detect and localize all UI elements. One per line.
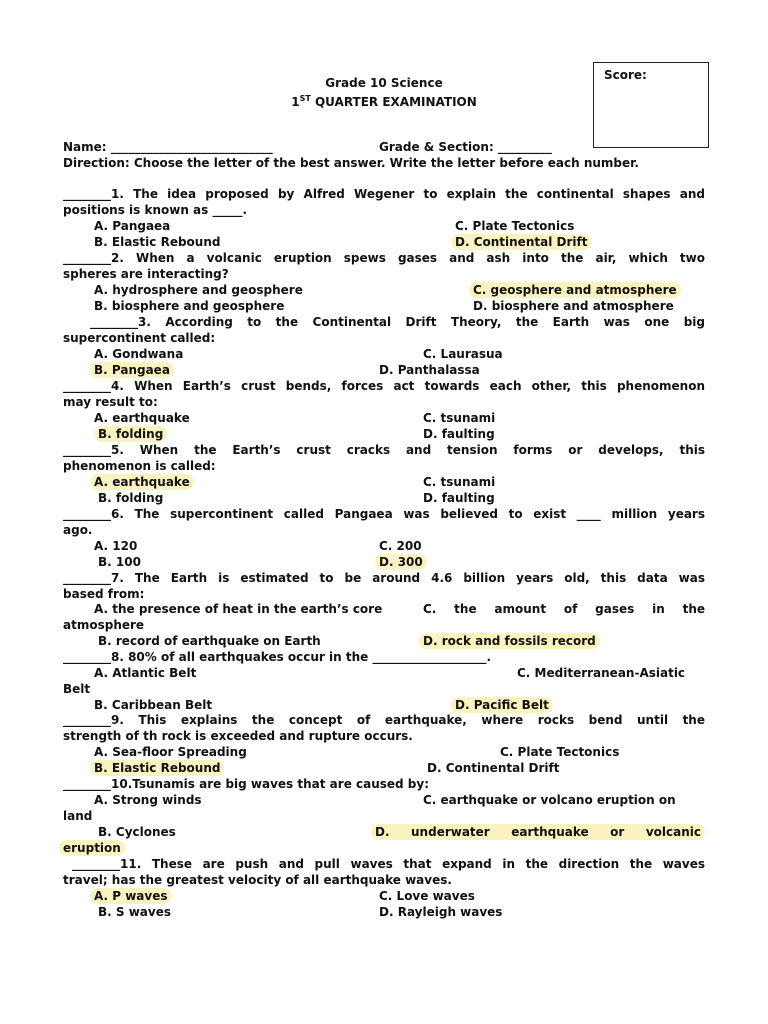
exam-subtitle	[0, 91, 768, 110]
question-11-text-cont: travel; has the greatest velocity of all earthquake waves.	[63, 873, 452, 887]
question-1-text-cont: positions is known as _____.	[63, 203, 248, 217]
q10-option-c-wrap: land	[63, 809, 93, 823]
q2-option-d: D. biosphere and atmosphere	[473, 299, 674, 313]
question-3-text: ________3. According to the Continental Drift Theory, the Earth was one big	[90, 315, 705, 329]
q9-option-d: D. Continental Drift	[427, 761, 560, 775]
q10-option-d-wrap: eruption	[59, 840, 125, 856]
question-11-text: ________11. These are push and pull waves that expand in the direction the waves	[72, 857, 705, 871]
q8-option-b: B. Caribbean Belt	[94, 698, 213, 712]
q3-option-b-highlighted: B. Pangaea	[90, 362, 174, 378]
q4-option-d: D. faulting	[423, 427, 495, 441]
exam-superscript: ST	[299, 94, 311, 103]
exam-title: Grade 10 Science	[325, 76, 443, 90]
question-9-text-cont: strength of th rock is exceeded and rupture occurs.	[63, 729, 413, 743]
q11-option-b: B. S waves	[98, 905, 171, 919]
q10-option-d-highlighted: D. underwater earthquake or volcanic	[371, 824, 705, 840]
q1-option-b: B. Elastic Rebound	[94, 235, 221, 249]
q9-option-a: A. Sea-floor Spreading	[94, 745, 247, 759]
question-6-text-cont: ago.	[63, 523, 93, 537]
question-3-text-cont: supercontinent called:	[63, 331, 216, 345]
question-7-text-cont: based from:	[63, 587, 145, 601]
question-7-text: ________7. The Earth is estimated to be around 4.6 billion years old, this data was	[63, 571, 705, 585]
q4-option-b-highlighted: B. folding	[94, 426, 167, 442]
q5-option-c: C. tsunami	[423, 475, 496, 489]
q2-option-a: A. hydrosphere and geosphere	[94, 283, 303, 297]
q7-option-a: A. the presence of heat in the earth’s core	[94, 602, 383, 616]
q3-option-a: A. Gondwana	[94, 347, 184, 361]
question-5-text-cont: phenomenon is called:	[63, 459, 216, 473]
name-field: Name: ___________________________	[63, 140, 273, 154]
q6-option-b: B. 100	[98, 555, 141, 569]
q4-option-a: A. earthquake	[94, 411, 190, 425]
q8-option-a: A. Atlantic Belt	[94, 666, 197, 680]
q8-option-c-wrap: Belt	[63, 682, 91, 696]
exam-subtitle-text: QUARTER EXAMINATION	[310, 95, 477, 109]
q8-option-c: C. Mediterranean-Asiatic	[517, 666, 686, 680]
q5-option-d: D. faulting	[423, 491, 495, 505]
q3-option-d: D. Panthalassa	[379, 363, 480, 377]
question-10-text: ________10.Tsunamis are big waves that are caused by:	[63, 777, 430, 791]
q4-option-c: C. tsunami	[423, 411, 496, 425]
q7-option-b: B. record of earthquake on Earth	[98, 634, 321, 648]
q10-option-a: A. Strong winds	[94, 793, 202, 807]
question-4-text: ________4. When Earth’s crust bends, forces act towards each other, this phenomenon	[63, 379, 705, 393]
question-8-text: ________8. 80% of all earthquakes occur in the ___________________.	[63, 650, 492, 664]
grade-section-field: Grade & Section: _________	[379, 140, 552, 154]
q9-option-b-highlighted: B. Elastic Rebound	[90, 760, 224, 776]
score-label: Score:	[604, 68, 647, 82]
question-1-text: ________1. The idea proposed by Alfred Wegener to explain the continental shapes and	[63, 187, 705, 201]
question-2-text: ________2. When a volcanic eruption spews gases and ash into the air, which two	[63, 251, 705, 265]
q1-option-c: C. Plate Tectonics	[455, 219, 575, 233]
q6-option-a: A. 120	[94, 539, 138, 553]
q9-option-c: C. Plate Tectonics	[500, 745, 620, 759]
q2-option-c-highlighted: C. geosphere and atmosphere	[469, 282, 681, 298]
q3-option-c: C. Laurasua	[423, 347, 503, 361]
q2-option-b: B. biosphere and geosphere	[94, 299, 285, 313]
q8-option-d-highlighted: D. Pacific Belt	[451, 697, 553, 713]
exam-number: 1	[291, 95, 300, 109]
q5-option-b: B. folding	[98, 491, 164, 505]
q11-option-a-highlighted: A. P waves	[90, 888, 172, 904]
q1-option-a: A. Pangaea	[94, 219, 171, 233]
q10-option-c: C. earthquake or volcano eruption on	[423, 793, 676, 807]
q7-option-c-wrap: atmosphere	[63, 618, 145, 632]
q7-option-d-highlighted: D. rock and fossils record	[419, 633, 600, 649]
direction-text: Direction: Choose the letter of the best answer. Write the letter before each number.	[63, 156, 639, 170]
question-6-text: ________6. The supercontinent called Pangaea was believed to exist ____ million years	[63, 507, 705, 521]
q5-option-a-highlighted: A. earthquake	[90, 474, 194, 490]
question-9-text: ________9. This explains the concept of earthquake, where rocks bend until the	[63, 713, 705, 727]
q6-option-d-highlighted: D. 300	[375, 554, 427, 570]
question-5-text: ________5. When the Earth’s crust cracks and tension forms or develops, this	[63, 443, 705, 457]
q6-option-c: C. 200	[379, 539, 422, 553]
question-4-text-cont: may result to:	[63, 395, 158, 409]
q7-option-c: C. the amount of gases in the	[423, 602, 705, 616]
q10-option-b: B. Cyclones	[98, 825, 176, 839]
q1-option-d-highlighted: D. Continental Drift	[451, 234, 591, 250]
question-2-text-cont: spheres are interacting?	[63, 267, 229, 281]
q11-option-d: D. Rayleigh waves	[379, 905, 503, 919]
q11-option-c: C. Love waves	[379, 889, 475, 903]
